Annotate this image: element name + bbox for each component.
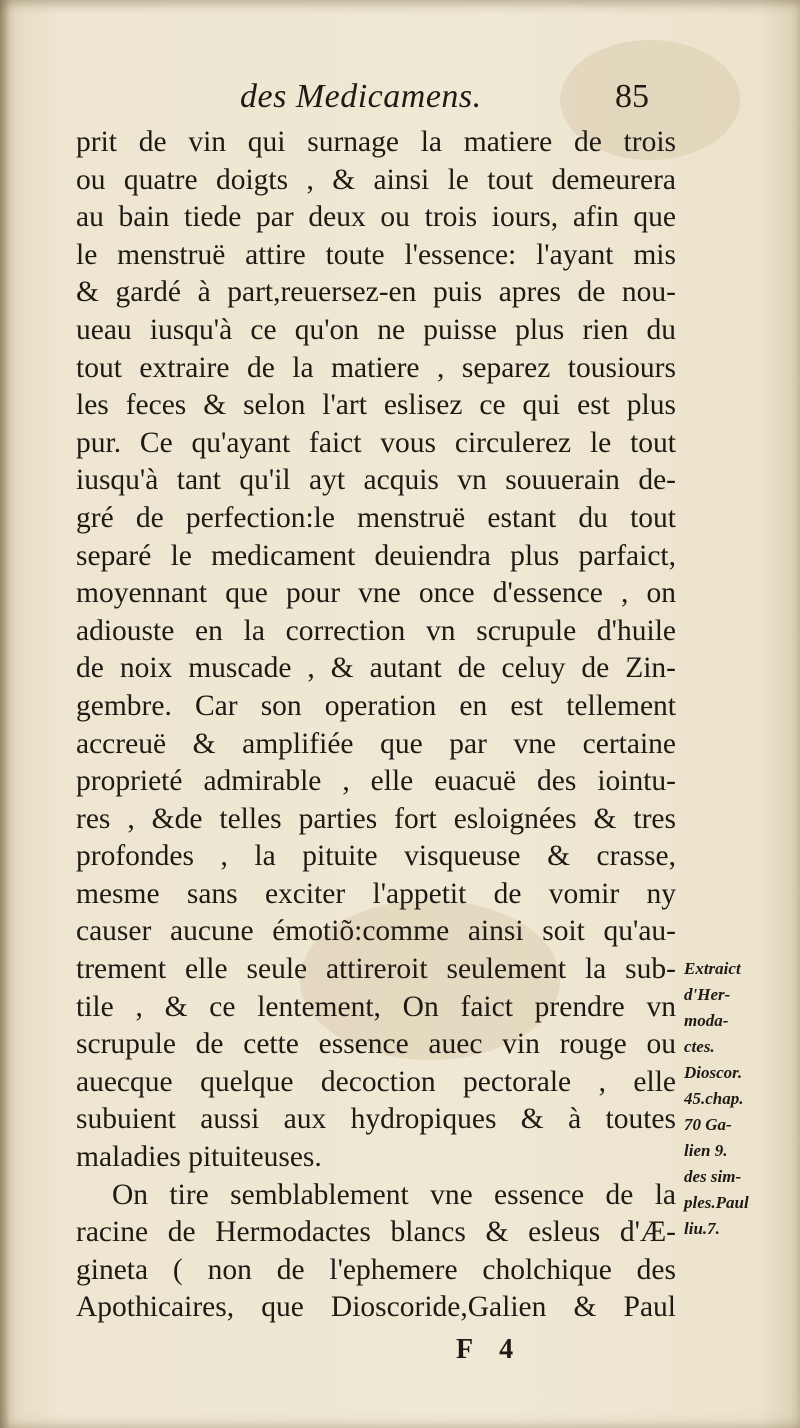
- text-line: On tire semblablement vne essence de la: [112, 1178, 676, 1211]
- margin-note-line: Extraict: [684, 959, 741, 978]
- margin-note-line: des sim-: [684, 1167, 742, 1186]
- text-line: profondes , la pituite visqueuse & crasse,: [76, 840, 676, 873]
- margin-note-line: Dioscor.: [684, 1063, 743, 1082]
- text-line: moyennant que pour vne once d'essence , on: [76, 577, 676, 610]
- text-line: accreuë & amplifiée que par vne certaine: [76, 727, 676, 760]
- text-line: gembre. Car son operation en est tellement: [76, 689, 676, 722]
- margin-note-line: lien 9.: [684, 1141, 728, 1160]
- text-line: scrupule de cette essence auec vin rouge ou: [76, 1028, 676, 1061]
- text-line: prit de vin qui surnage la matiere de trois: [76, 126, 676, 158]
- text-line: gré de perfection:le menstruë estant du tout: [76, 501, 676, 534]
- page-number: 85: [615, 78, 649, 115]
- margin-note: [684, 956, 794, 1242]
- text-line: subuient aussi aux hydropiques & à toutes: [76, 1103, 676, 1136]
- running-head: des Medicamens.: [240, 78, 482, 115]
- margin-note-line: 45.chap.: [684, 1089, 744, 1108]
- text-line: le menstruë attire toute l'essence: l'ayant mis: [76, 238, 676, 271]
- text-line: proprieté admirable , elle euacuë des iointu-: [76, 765, 676, 798]
- text-line: & gardé à part,reuersez-en puis apres de nou-: [76, 276, 676, 309]
- margin-note-line: 70 Ga-: [684, 1115, 732, 1134]
- text-line: auecque quelque decoction pectorale , elle: [76, 1065, 676, 1098]
- text-line: iusqu'à tant qu'il ayt acquis vn souuerain de-: [76, 464, 676, 497]
- body-text: [76, 124, 676, 1327]
- text-line: maladies pituiteuses.: [76, 1141, 322, 1174]
- margin-note-line: ples.Paul: [684, 1193, 749, 1212]
- margin-note-line: ctes.: [684, 1037, 715, 1056]
- text-line: mesme sans exciter l'appetit de vomir ny: [76, 877, 676, 910]
- text-line: pur. Ce qu'ayant faict vous circulerez le tout: [76, 426, 676, 459]
- margin-note-line: moda-: [684, 1011, 729, 1030]
- text-line: ou quatre doigts , & ainsi le tout demeurera: [76, 163, 676, 196]
- text-line: adiouste en la correction vn scrupule d'huile: [76, 614, 676, 647]
- text-line: tout extraire de la matiere , separez tousiours: [76, 351, 676, 384]
- text-line: de noix muscade , & autant de celuy de Zin-: [76, 652, 676, 685]
- margin-note-line: liu.7.: [684, 1219, 720, 1238]
- text-line: ueau iusqu'à ce qu'on ne puisse plus rien du: [76, 313, 676, 346]
- text-line: Apothicaires, que Dioscoride,Galien & Paul: [76, 1291, 676, 1324]
- text-line: tile , & ce lentement, On faict prendre vn: [76, 990, 676, 1023]
- text-line: separé le medicament deuiendra plus parfaict,: [76, 539, 676, 572]
- margin-note-line: d'Her-: [684, 985, 731, 1004]
- text-line: gineta ( non de l'ephemere cholchique des: [76, 1253, 676, 1286]
- text-line: causer aucune émotiõ:comme ainsi soit qu'au-: [76, 915, 676, 948]
- signature-mark: F 4: [456, 1334, 524, 1365]
- text-line: trement elle seule attireroit seulement la sub-: [76, 953, 676, 986]
- text-line: les feces & selon l'art eslisez ce qui est plus: [76, 389, 676, 422]
- text-line: au bain tiede par deux ou trois iours, afin que: [76, 201, 676, 234]
- text-line: res , &de telles parties fort esloignées & tres: [76, 802, 676, 835]
- text-line: racine de Hermodactes blancs & esleus d'Æ-: [76, 1216, 676, 1249]
